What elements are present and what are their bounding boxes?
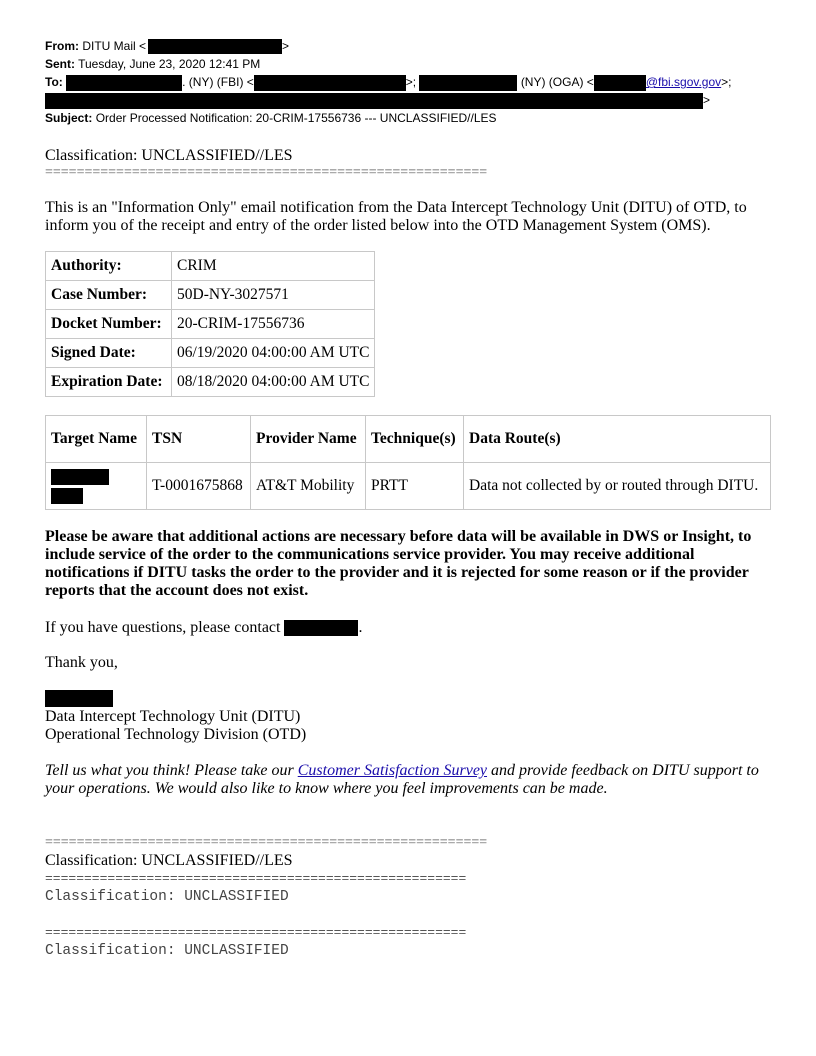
- table-row: [46, 368, 375, 397]
- provider-cell: AT&T Mobility: [251, 463, 366, 510]
- order-info-table: [45, 251, 375, 397]
- contact-line: If you have questions, please contact .: [45, 619, 363, 636]
- header-to-continued: >: [45, 91, 710, 109]
- signature-line-2: Operational Technology Division (OTD): [45, 726, 307, 743]
- header-subject: [45, 109, 497, 127]
- col-tsn: TSN: [147, 416, 251, 463]
- header-to: To: . (NY) (FBI) < >; (NY) (OGA) < @fbi.sgov.gov>;: [45, 75, 732, 89]
- redaction-block: [45, 690, 113, 707]
- redaction-block: [51, 488, 83, 504]
- thanks-line: Thank you,: [45, 654, 118, 671]
- order-info-label: Docket Number:: [46, 310, 172, 339]
- table-header-row: [46, 416, 771, 463]
- redaction-block: [419, 75, 517, 91]
- technique-cell: PRTT: [366, 463, 464, 510]
- to-label: To:: [45, 75, 63, 89]
- from-label: From:: [45, 39, 79, 53]
- col-target-name: Target Name: [46, 416, 147, 463]
- table-row: [46, 463, 771, 510]
- intro-paragraph: This is an "Information Only" email notification from the Data Intercept Technology Unit (DITU) of OTD, to inform you of the receipt and entry of the order listed below into the OTD Management System (OMS).: [45, 199, 747, 234]
- order-info-value: CRIM: [172, 252, 375, 281]
- order-info-value: 20-CRIM-17556736: [172, 310, 375, 339]
- sent-value: Tuesday, June 23, 2020 12:41 PM: [78, 57, 261, 71]
- from-value: DITU Mail <: [82, 39, 147, 53]
- tsn-cell: T-0001675868: [147, 463, 251, 510]
- survey-link[interactable]: Customer Satisfaction Survey: [297, 762, 488, 779]
- order-info-value: 50D-NY-3027571: [172, 281, 375, 310]
- classification-bottom: Classification: UNCLASSIFIED//LES: [45, 852, 293, 869]
- col-provider-name: Provider Name: [251, 416, 366, 463]
- target-name-cell: [46, 463, 147, 510]
- table-row: [46, 339, 375, 368]
- route-cell: Data not collected by or routed through DITU.: [464, 463, 771, 510]
- subject-label: Subject:: [45, 111, 93, 125]
- redaction-block: [66, 75, 182, 91]
- header-sent: [45, 55, 260, 73]
- redaction-block: [284, 620, 358, 636]
- subject-value: Order Processed Notification: 20-CRIM-17556736 --- UNCLASSIFIED//LES: [95, 111, 497, 125]
- col-techniques: Technique(s): [366, 416, 464, 463]
- redaction-block: [45, 93, 703, 109]
- table-row: [46, 252, 375, 281]
- col-data-routes: Data Route(s): [464, 416, 771, 463]
- order-info-value: 08/18/2020 04:00:00 AM UTC: [172, 368, 375, 397]
- order-info-label: Case Number:: [46, 281, 172, 310]
- classification-mono-2: Classification: UNCLASSIFIED: [45, 943, 289, 959]
- redaction-block: [594, 75, 646, 91]
- separator-line: ========================================================: [45, 836, 488, 850]
- order-info-value: 06/19/2020 04:00:00 AM UTC: [172, 339, 375, 368]
- separator-line: ========================================================: [45, 166, 488, 180]
- order-info-label: Authority:: [46, 252, 172, 281]
- classification-top: Classification: UNCLASSIFIED//LES: [45, 147, 293, 164]
- separator-line-mono: ======================================================: [45, 926, 467, 940]
- signature-line-1: Data Intercept Technology Unit (DITU): [45, 708, 301, 725]
- survey-paragraph: Tell us what you think! Please take our Customer Satisfaction Survey and provide feedback on DITU support to your operations. We would also like to know where you feel improvements can be made.: [45, 762, 759, 797]
- table-row: [46, 281, 375, 310]
- redaction-block: [254, 75, 406, 91]
- separator-line-mono: ======================================================: [45, 872, 467, 886]
- order-info-label: Signed Date:: [46, 339, 172, 368]
- email-link[interactable]: @fbi.sgov.gov: [645, 75, 722, 89]
- sent-label: Sent:: [45, 57, 75, 71]
- redaction-block: [51, 469, 109, 485]
- order-info-label: Expiration Date:: [46, 368, 172, 397]
- targets-table: [45, 415, 771, 510]
- notice-paragraph: Please be aware that additional actions are necessary before data will be available in DWS or Insight, to include service of the order to the communications service provider. You may receive additional notifications if DITU tasks the order to the provider and it is rejected for some reason or if the provider reports that the account does not exist.: [45, 528, 752, 599]
- classification-mono-1: Classification: UNCLASSIFIED: [45, 889, 289, 905]
- table-row: [46, 310, 375, 339]
- header-from: From: DITU Mail < >: [45, 39, 290, 53]
- redaction-block: [148, 39, 282, 54]
